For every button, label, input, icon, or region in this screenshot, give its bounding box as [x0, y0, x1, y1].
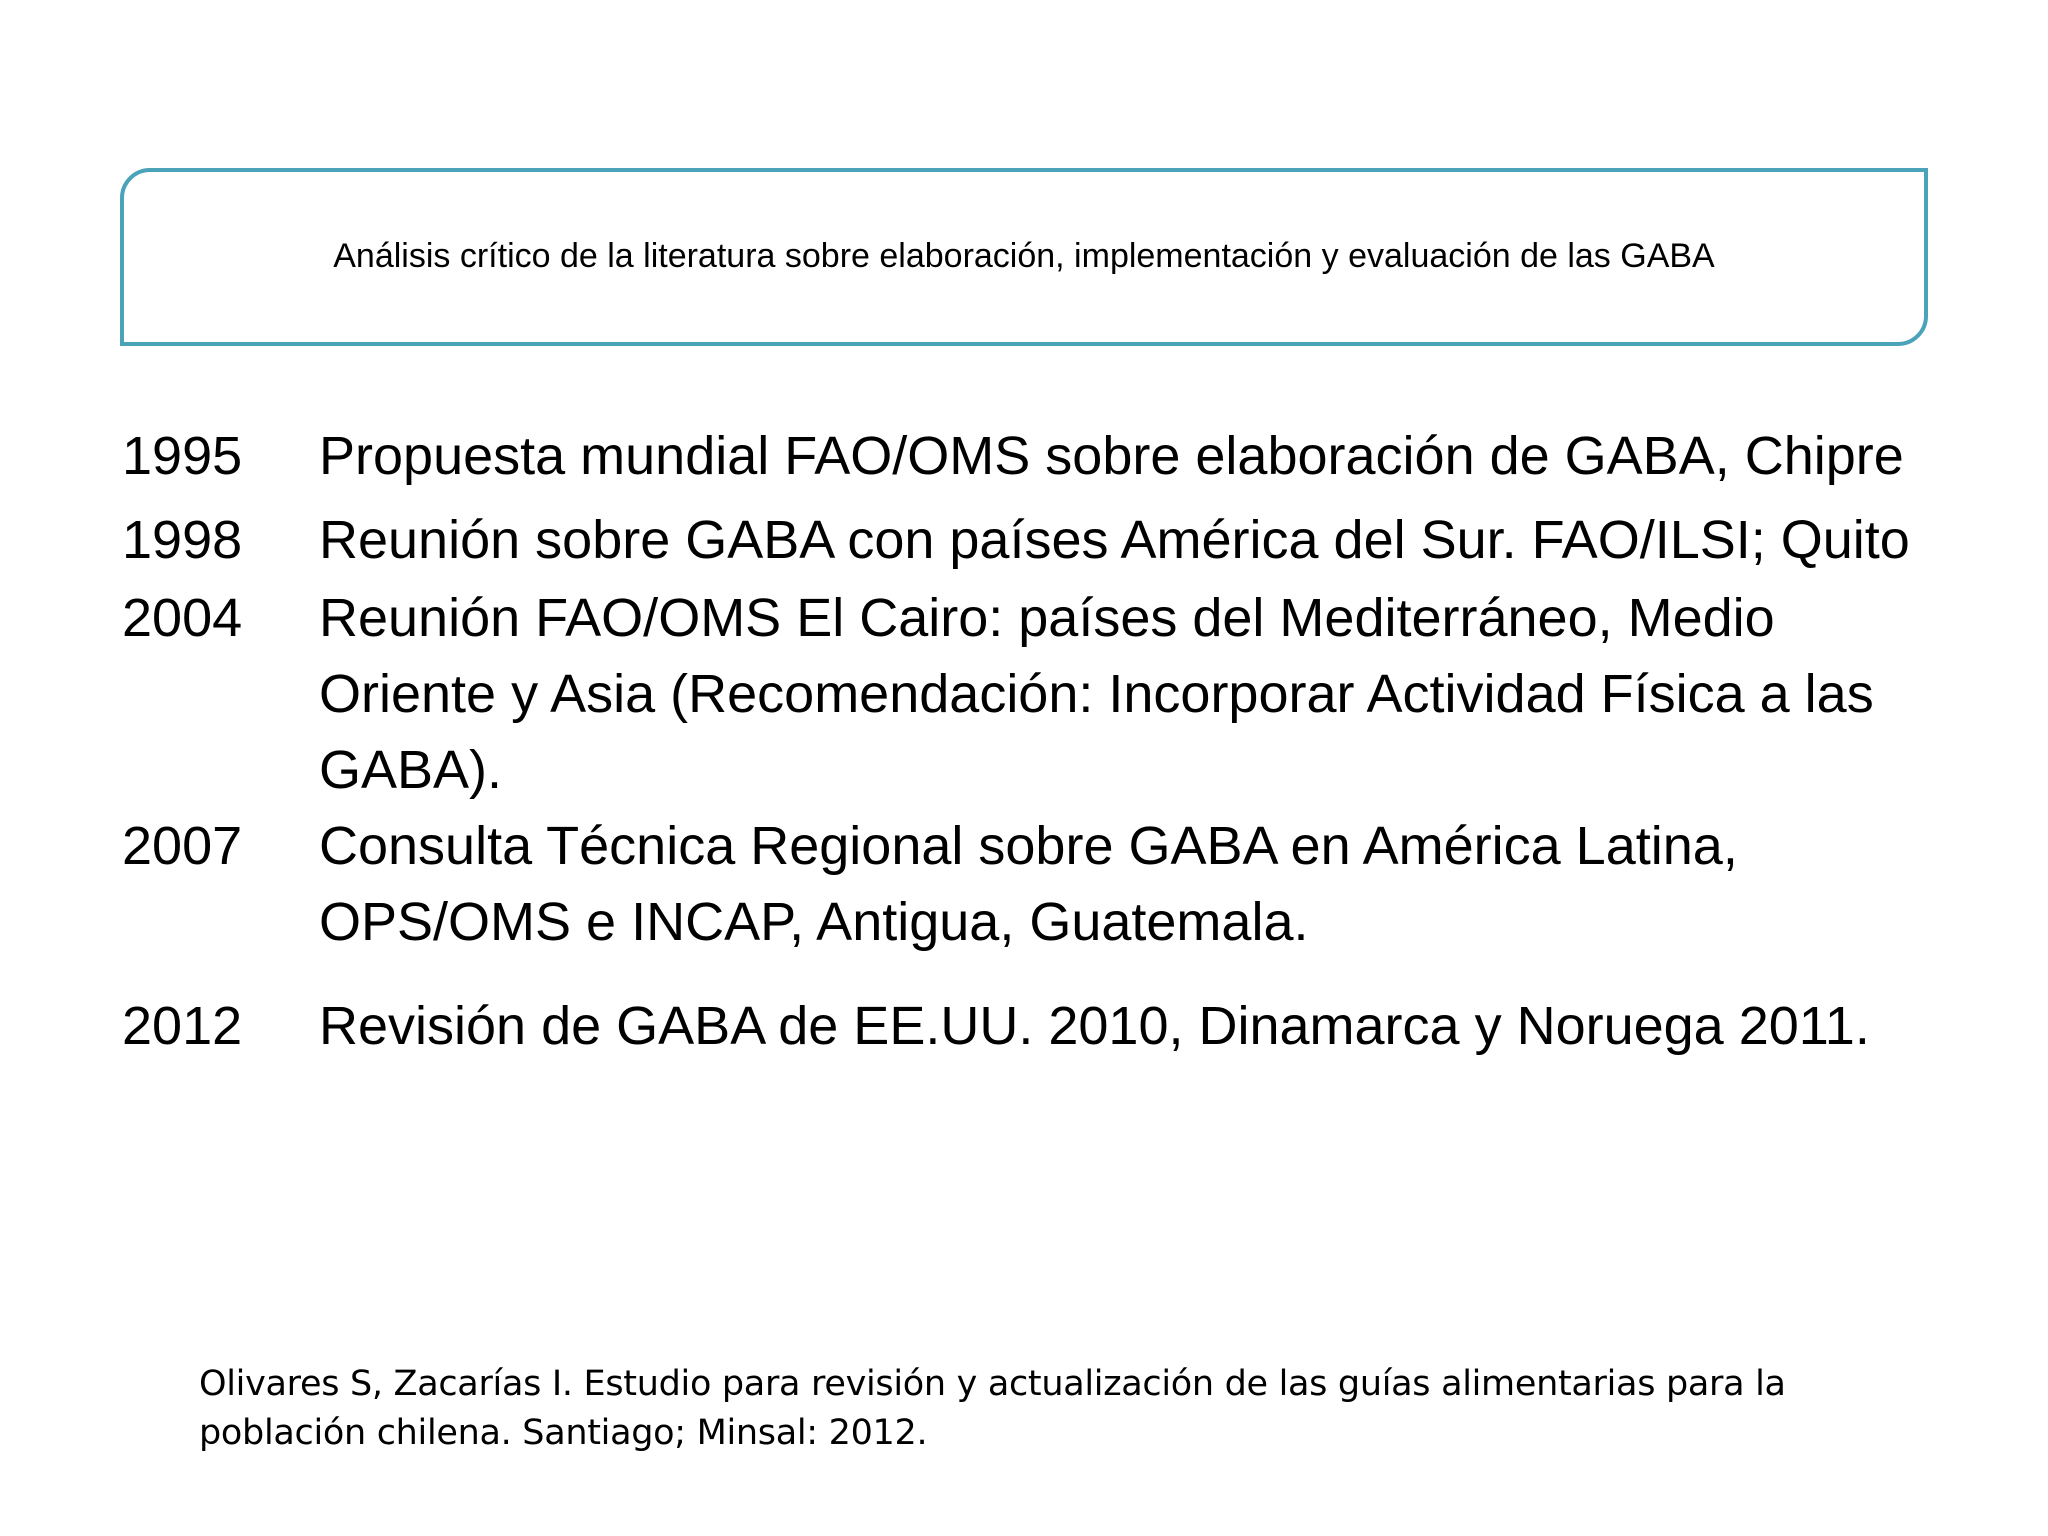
slide-title: Análisis crítico de la literatura sobre elaboración, implementación y evaluación de las GABA [333, 236, 1715, 275]
timeline-year: 2012 [122, 996, 243, 1056]
title-box [120, 168, 1928, 346]
timeline-entry [122, 502, 1942, 578]
timeline-list [122, 418, 1942, 1064]
timeline-entry [122, 808, 1942, 960]
timeline-entry [122, 988, 1942, 1064]
timeline-description: Propuesta mundial FAO/OMS sobre elaboración de GABA, Chipre [319, 426, 1904, 486]
timeline-year: 2004 [122, 588, 243, 648]
timeline-description: Reunión sobre GABA con países América del Sur. FAO/ILSI; Quito [319, 510, 1910, 570]
timeline-description: Revisión de GABA de EE.UU. 2010, Dinamarca y Noruega 2011. [319, 996, 1870, 1056]
timeline-entry [122, 418, 1942, 494]
timeline-year: 1995 [122, 426, 243, 486]
timeline-entry [122, 580, 1942, 808]
timeline-description: Reunión FAO/OMS El Cairo: países del Mediterráneo, Medio Oriente y Asia (Recomendación: Incorporar Actividad Física a las GABA). [319, 588, 1874, 800]
timeline-year: 2007 [122, 816, 243, 876]
timeline-year: 1998 [122, 510, 243, 570]
reference-citation: Olivares S, Zacarías I. Estudio para revisión y actualización de las guías alimentarias para la población chilena. Santiago; Minsal: 2012. [199, 1364, 1786, 1453]
timeline-description: Consulta Técnica Regional sobre GABA en América Latina, OPS/OMS e INCAP, Antigua, Guatemala. [319, 816, 1738, 952]
